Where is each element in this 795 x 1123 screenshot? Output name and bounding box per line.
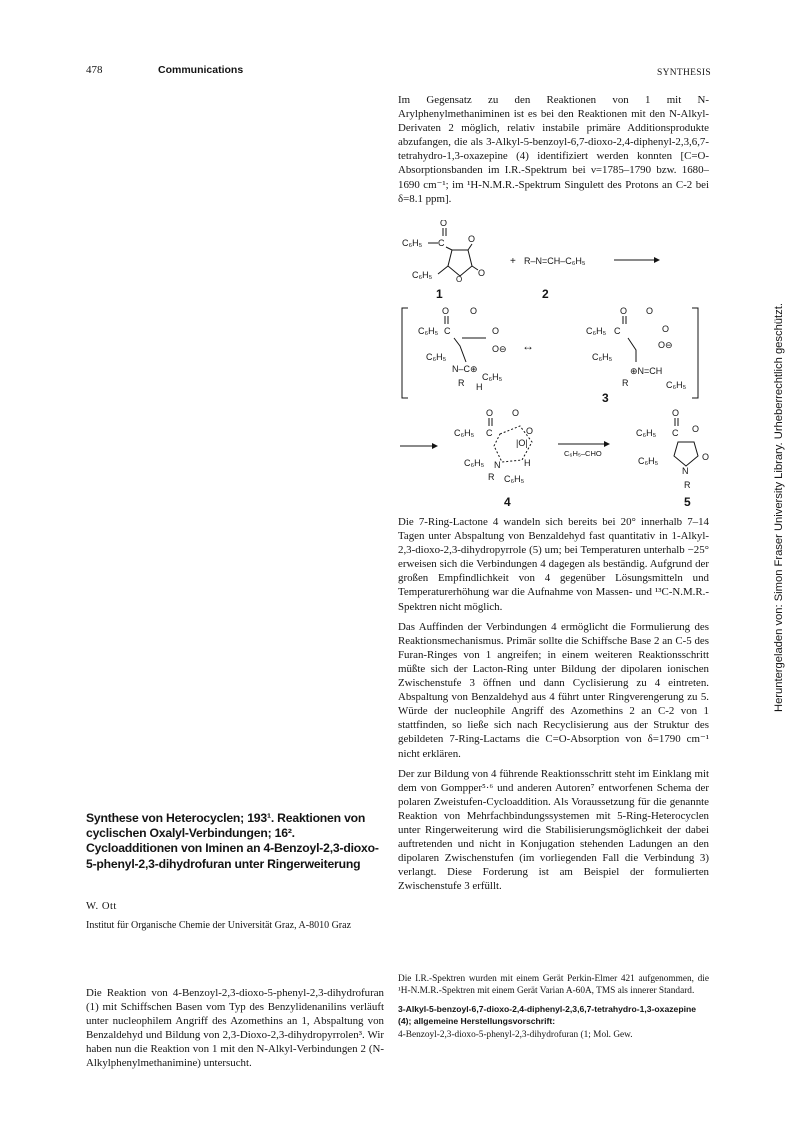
page-number: 478 bbox=[86, 64, 103, 76]
phenyl-1a: C₆H₅ bbox=[402, 238, 423, 248]
svg-text:O: O bbox=[662, 324, 670, 334]
experimental-section bbox=[398, 973, 709, 1046]
svg-text:N: N bbox=[494, 460, 501, 470]
label-3: 3 bbox=[602, 391, 609, 405]
bracket-right bbox=[692, 308, 698, 398]
label-2: 2 bbox=[542, 287, 549, 301]
svg-text:C: C bbox=[444, 326, 451, 336]
svg-text:R: R bbox=[622, 378, 629, 388]
carbonyl-o-1: O bbox=[440, 220, 448, 228]
paragraph-1: Im Gegensatz zu den Reaktionen von 1 mit N-Arylphenylmethaniminen ist es bei den Reaktionen mit den N-Alkyl-Derivaten 2 möglich, relativ instabile primäre Additionsprodukte abzufangen, die als 3-Alkyl-5-benzoyl-6,7-dioxo-2,4-diphenyl-2,3,6,7-tetrahydro-1,3-oxazepine (4) identifiziert werden konnten [C=O-Absorptionsbanden im I.R.-Spektrum bei ν=1785–1790 bzw. 1680–1690 cm⁻¹; im ¹H-N.M.R.-Spektrum Singulett des Protons an C-2 bei δ=8.1 ppm]. bbox=[398, 94, 709, 205]
svg-text:O: O bbox=[702, 452, 710, 462]
bracket-left bbox=[402, 308, 408, 398]
affiliation: Institut für Organische Chemie der Universität Graz, A-8010 Graz bbox=[86, 920, 352, 931]
compound-1 bbox=[402, 220, 485, 284]
svg-text:C₆H₅: C₆H₅ bbox=[482, 372, 503, 382]
svg-text:O: O bbox=[526, 426, 534, 436]
svg-text:⊕N=CH: ⊕N=CH bbox=[630, 366, 663, 376]
svg-text:O: O bbox=[470, 306, 478, 316]
svg-text:C: C bbox=[672, 428, 679, 438]
svg-text:O: O bbox=[456, 275, 463, 284]
label-1: 1 bbox=[436, 287, 443, 301]
carbonyl-o-1b: O bbox=[468, 234, 476, 244]
svg-text:C₆H₅: C₆H₅ bbox=[464, 458, 485, 468]
svg-text:C: C bbox=[614, 326, 621, 336]
paragraph-2: Die 7-Ring-Lactone 4 wandeln sich bereits bei 20° innerhalb 7–14 Tagen unter Abspaltung von Benzaldehyd fast quantitativ in 1-Alkyl-2,3-dioxo-2,3-dihydropyrrole (5) um; bei Temperaturen unterhalb −25° erweisen sich die Verbindungen 4 dagegen als beständig. Aufgrund der großen Empfindlichkeit von 4 gegenüber Lösungsmitteln und Temperaturerhöhung war die Aufnahme von Massen- und ¹³C-N.M.R.-Spektren nicht möglich. bbox=[398, 516, 709, 613]
svg-text:C₆H₅: C₆H₅ bbox=[504, 474, 525, 484]
svg-text:O: O bbox=[486, 408, 494, 418]
svg-text:|O|: |O| bbox=[516, 438, 528, 448]
svg-text:O: O bbox=[646, 306, 654, 316]
author-name: W. Ott bbox=[86, 901, 117, 912]
compound-4 bbox=[454, 408, 533, 484]
article-title: Synthese von Heterocyclen; 193¹. Reaktionen von cyclischen Oxalyl-Verbindungen; 16². Cycloadditionen von Iminen an 4-Benzoyl-2,3-dioxo-5-phenyl-2,3-dihydrofuran unter Ringerweiterung bbox=[86, 811, 379, 871]
svg-text:C₆H₅: C₆H₅ bbox=[636, 428, 657, 438]
right-column-bottom bbox=[398, 515, 709, 899]
svg-text:C₆H₅: C₆H₅ bbox=[666, 380, 687, 390]
svg-text:O: O bbox=[620, 306, 628, 316]
svg-text:O: O bbox=[442, 306, 450, 316]
svg-text:C₆H₅: C₆H₅ bbox=[426, 352, 447, 362]
svg-text:C: C bbox=[486, 428, 493, 438]
phenyl-1b: C₆H₅ bbox=[412, 270, 433, 280]
svg-text:C: C bbox=[438, 238, 445, 248]
svg-text:O⊖: O⊖ bbox=[492, 344, 507, 354]
svg-text:R: R bbox=[684, 480, 691, 490]
svg-text:O: O bbox=[672, 408, 680, 418]
download-notice: Heruntergeladen von: Simon Fraser University Library. Urheberrechtlich geschützt. bbox=[773, 303, 785, 712]
svg-text:R: R bbox=[458, 378, 465, 388]
compound-3-form-b bbox=[586, 306, 687, 390]
reagent-2: R–N=CH–C₆H₅ bbox=[524, 256, 586, 266]
reaction-scheme bbox=[396, 220, 716, 510]
svg-text:H: H bbox=[476, 382, 483, 392]
svg-text:R: R bbox=[488, 472, 495, 482]
svg-text:O: O bbox=[492, 326, 500, 336]
experimental-note: Die I.R.-Spektren wurden mit einem Gerät Perkin-Elmer 421 aufgenommen, die ¹H-N.M.R.-Spektren mit einem Gerät Varian A-60A, TMS als innerer Standard. bbox=[398, 974, 709, 997]
compound-5 bbox=[636, 408, 709, 490]
svg-text:C₆H₅: C₆H₅ bbox=[638, 456, 659, 466]
byproduct-label: C₆H₅–CHO bbox=[564, 449, 602, 458]
svg-text:C₆H₅: C₆H₅ bbox=[418, 326, 439, 336]
paragraph-4: Der zur Bildung von 4 führende Reaktionsschritt steht im Einklang mit dem von Gompper⁵·⁶ und anderen Autoren⁷ entworfenen Schema der polaren Zweistufen-Cycloaddition. Als Voraussetzung für die genannte Reaktion von Mehrfachbindungssystemen mit 5-Ring-Heterocyclen unter Ringerweiterung wird die Stabilisierungsmöglichkeit der dabei auftretenden und nicht in Konjugation stehenden Ladungen an den dipolaren Zwischenstufen (im vorliegenden Fall die Verbindung 3) verlangt. Diese Forderung ist am Beispiel der formulierten Zwischenstufe 3 erfüllt. bbox=[398, 767, 709, 893]
compound-3-form-a bbox=[418, 306, 507, 392]
svg-text:O: O bbox=[692, 424, 700, 434]
label-4: 4 bbox=[504, 495, 511, 509]
svg-text:C₆H₅: C₆H₅ bbox=[586, 326, 607, 336]
experimental-text: 4-Benzoyl-2,3-dioxo-5-phenyl-2,3-dihydrofuran (1; Mol. Gew. bbox=[398, 1029, 633, 1040]
resonance-arrow: ↔ bbox=[522, 339, 534, 353]
svg-text:C₆H₅: C₆H₅ bbox=[592, 352, 613, 362]
journal-name: SYNTHESIS bbox=[657, 68, 711, 78]
plus-sign: + bbox=[510, 256, 516, 267]
svg-text:H: H bbox=[524, 458, 531, 468]
paragraph-3: Das Auffinden der Verbindungen 4 ermöglicht die Formulierung des Reaktionsmechanismus. Primär sollte die Schiffsche Base 2 an C-5 des Furan-Ringes von 1 angreifen; in einem weiteren Reaktionsschritt müßte sich der Lacton-Ring unter Bildung der dipolaren ionischen Zwischenstufe 3 öffnen und dann Cyclisierung zu 4 eintreten. Abspaltung von Benzaldehyd aus 4 führt unter Ringverengerung zu 5. Würde der nucleophile Angriff des Azomethins 2 an C-2 von 1 stattfinden, so ließe sich nach Recyclisierung aus der Struktur des gebildeten 7-Ring-Lactams die C=O-Absorption von δ=1790 cm⁻¹ nicht erklären. bbox=[398, 620, 709, 760]
svg-text:N: N bbox=[682, 466, 689, 476]
right-column-top bbox=[398, 93, 709, 212]
svg-text:O: O bbox=[478, 268, 486, 278]
abstract: Die Reaktion von 4-Benzoyl-2,3-dioxo-5-phenyl-2,3-dihydrofuran (1) mit Schiffschen Basen vom Typ des Benzylidenanilins verläuft unter nucleophilem Angriff des Azomethins an 1, Abspaltung von Benzaldehyd und Bildung von 2,3-Dioxo-2,3-dihydropyrrolen³. Wir haben nun die Reaktion von 1 mit den N-Alkyl-Verbindungen 2 (N-Alkylphenylmethanimine) untersucht. bbox=[86, 987, 384, 1070]
svg-text:N–C⊕: N–C⊕ bbox=[452, 364, 478, 374]
svg-text:O⊖: O⊖ bbox=[658, 340, 673, 350]
experimental-heading: 3-Alkyl-5-benzoyl-6,7-dioxo-2,4-diphenyl-2,3,6,7-tetrahydro-1,3-oxazepine (4); allgemeine Herstellungsvorschrift: bbox=[398, 1003, 696, 1027]
svg-text:C₆H₅: C₆H₅ bbox=[454, 428, 475, 438]
svg-text:O: O bbox=[512, 408, 520, 418]
label-5: 5 bbox=[684, 495, 691, 509]
section-label: Communications bbox=[158, 64, 244, 76]
